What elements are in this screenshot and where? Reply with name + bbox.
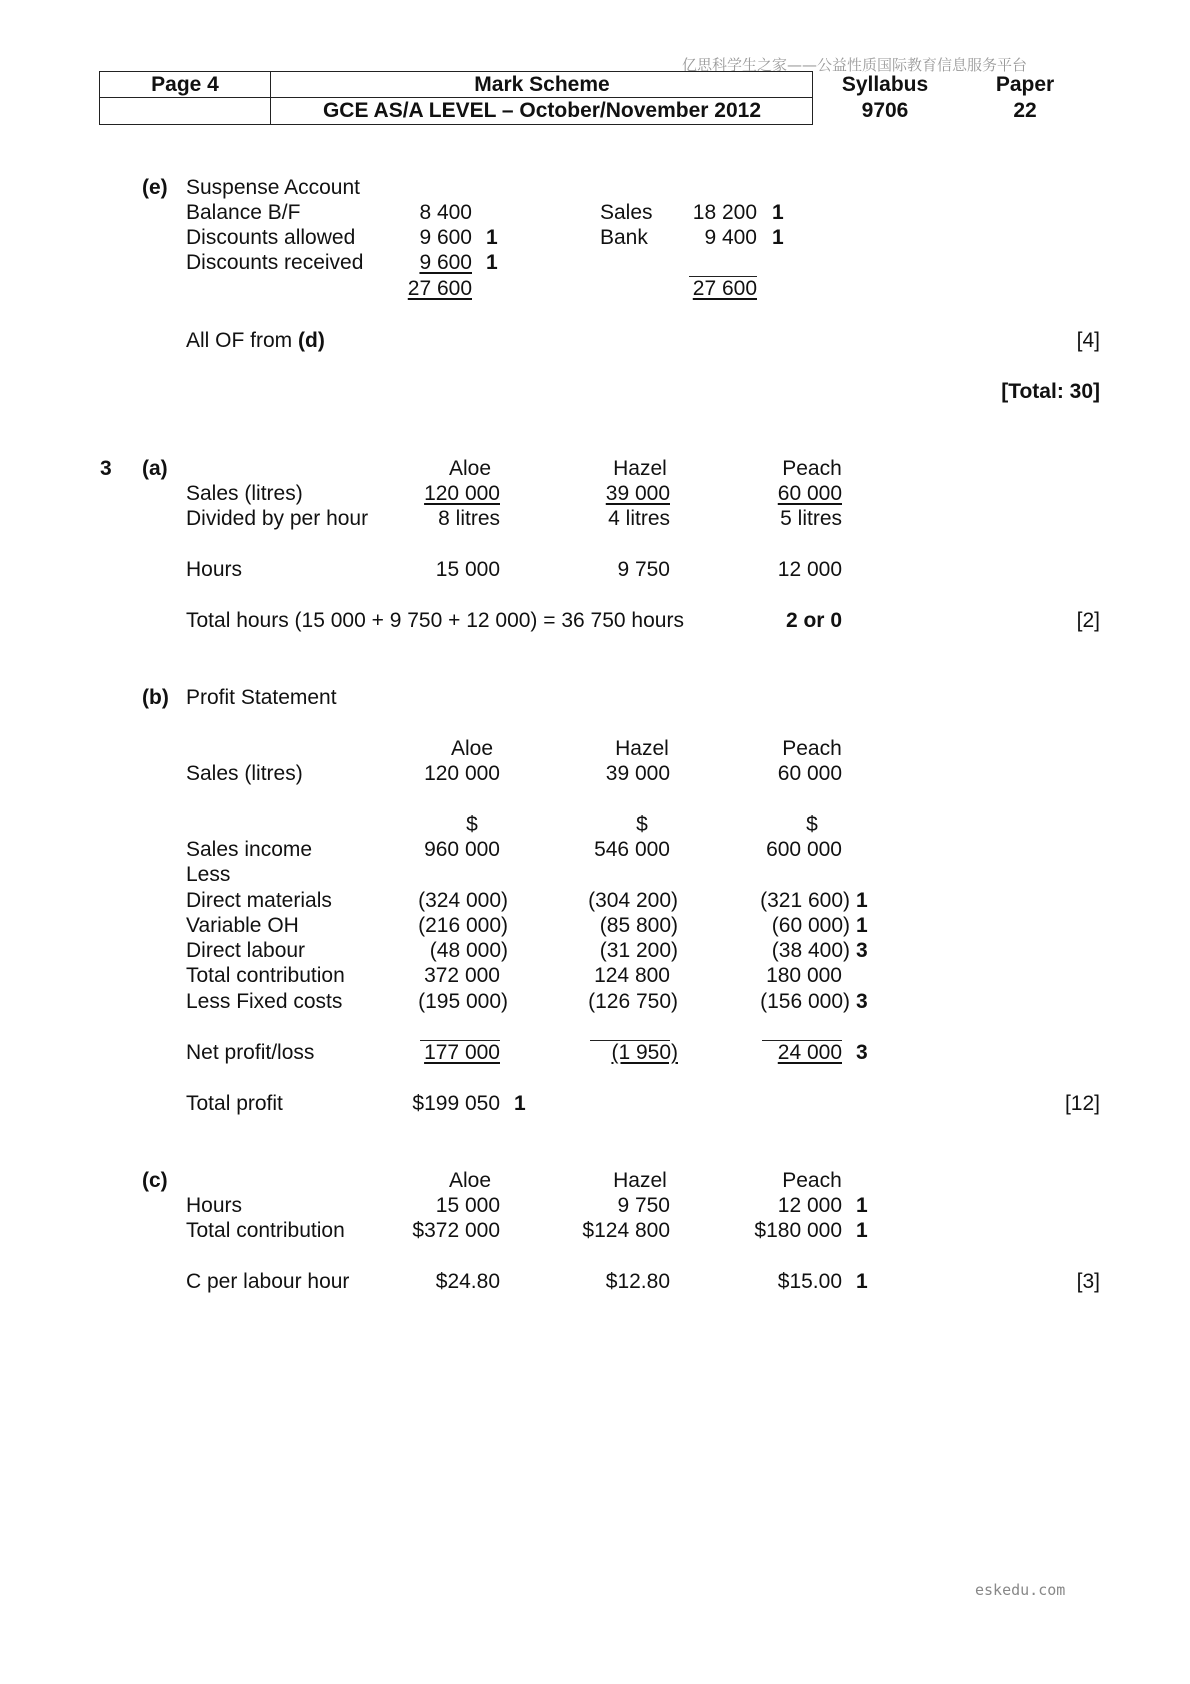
underlined-total: 27 600	[407, 277, 472, 300]
underlined-value: 9 600	[419, 251, 472, 274]
cell-value: 60 000	[777, 762, 842, 785]
mark: 1	[856, 1270, 868, 1293]
mark: 1	[772, 226, 784, 249]
column-header: Hazel	[615, 737, 669, 760]
marks-allocation: [2]	[1076, 609, 1100, 632]
cell-value: $372 000	[412, 1219, 500, 1242]
cell-value: (195 000)	[418, 990, 508, 1013]
cell-value: 4 litres	[608, 507, 670, 530]
cell-value: $180 000	[754, 1219, 842, 1242]
cell-value: (126 750)	[588, 990, 678, 1013]
paper-value: 22	[1013, 99, 1037, 122]
account-row-label: Sales	[600, 201, 653, 224]
column-header: Hazel	[613, 457, 667, 480]
mark: 1	[856, 1194, 868, 1217]
cell-value: (321 600)	[760, 889, 850, 912]
cell-value: 120 000	[424, 762, 500, 785]
cell-value: (31 200)	[599, 939, 678, 962]
cell-value	[550, 482, 670, 506]
page-subtitle: GCE AS/A LEVEL – October/November 2012	[322, 99, 762, 122]
column-header: Peach	[782, 1169, 842, 1192]
account-row-label: Balance B/F	[186, 201, 301, 224]
underlined-value: 24 000	[777, 1041, 842, 1064]
part-label: (a)	[142, 457, 168, 480]
row-label: Sales (litres)	[186, 762, 303, 785]
currency-label: $	[466, 813, 478, 836]
account-title: Suspense Account	[186, 176, 360, 199]
header-divider	[99, 97, 813, 98]
currency-label: $	[806, 813, 818, 836]
cell-value	[380, 482, 500, 506]
row-label: Net profit/loss	[186, 1041, 315, 1064]
mark: 1	[486, 251, 498, 274]
column-header: Aloe	[448, 1169, 492, 1192]
cell-value: 546 000	[594, 838, 670, 861]
row-label: Sales income	[186, 838, 313, 861]
mark: 3	[856, 1041, 868, 1064]
row-label: Less Fixed costs	[186, 990, 343, 1013]
page-number: Page 4	[151, 73, 219, 96]
account-row-label: Discounts allowed	[186, 226, 356, 249]
page-title: Mark Scheme	[474, 73, 610, 96]
row-label: Divided by per hour	[186, 507, 369, 530]
account-row-value: 8 400	[419, 201, 472, 224]
account-row-label: Discounts received	[186, 251, 364, 274]
cell-value: (38 400)	[771, 939, 850, 962]
account-row-value: 9 400	[704, 226, 757, 249]
row-label: Total contribution	[186, 964, 345, 987]
account-row-value: 18 200	[692, 201, 757, 224]
total-hours-text: Total hours (15 000 + 9 750 + 12 000) = 36 750 hours	[186, 609, 684, 632]
mark: 1	[856, 914, 868, 937]
cell-value: (304 200)	[588, 889, 678, 912]
part-label: (e)	[142, 176, 168, 199]
total-profit-value: $199 050	[412, 1092, 500, 1115]
row-label: Hours	[186, 558, 243, 581]
syllabus-label: Syllabus	[841, 73, 929, 96]
cell-value: (60 000)	[771, 914, 850, 937]
marks-allocation: [3]	[1076, 1270, 1100, 1293]
underlined-value: 60 000	[777, 482, 842, 505]
mark: 1	[856, 889, 868, 912]
cell-value: 15 000	[435, 558, 500, 581]
cell-value: 15 000	[435, 1194, 500, 1217]
cell-value: (48 000)	[429, 939, 508, 962]
account-total	[372, 277, 472, 301]
currency-label: $	[636, 813, 648, 836]
note-text: All OF from	[186, 329, 299, 352]
note	[186, 329, 325, 353]
row-label: Variable OH	[186, 914, 299, 937]
cell-value: (85 800)	[599, 914, 678, 937]
underlined-value: 177 000	[424, 1041, 500, 1064]
account-row-value	[372, 251, 472, 275]
column-header: Aloe	[448, 457, 492, 480]
cell-value: (156 000)	[760, 990, 850, 1013]
cell-value: $15.00	[777, 1270, 842, 1293]
part-label: (c)	[142, 1169, 168, 1192]
footer-site: eskedu.com	[975, 1581, 1066, 1599]
column-header: Aloe	[450, 737, 494, 760]
account-row-value: 9 600	[419, 226, 472, 249]
watermark-text: 亿思科学生之家——公益性质国际教育信息服务平台	[682, 56, 1028, 74]
underlined-value: 39 000	[605, 482, 670, 505]
total-marks: [Total: 30]	[1001, 380, 1100, 403]
cell-value: (324 000)	[418, 889, 508, 912]
net-value	[380, 1041, 500, 1065]
note-ref: (d)	[298, 329, 325, 352]
row-label: Direct materials	[186, 889, 332, 912]
net-value	[550, 1041, 678, 1065]
account-total	[657, 277, 757, 301]
column-header: Hazel	[613, 1169, 667, 1192]
row-label: Less	[186, 863, 231, 886]
net-value	[722, 1041, 842, 1065]
column-header: Peach	[782, 737, 842, 760]
row-label: Total profit	[186, 1092, 283, 1115]
mark: 1	[486, 226, 498, 249]
cell-value: 9 750	[617, 558, 670, 581]
row-label: C per labour hour	[186, 1270, 350, 1293]
mark: 1	[856, 1219, 868, 1242]
row-label: Direct labour	[186, 939, 306, 962]
row-label: Sales (litres)	[186, 482, 303, 505]
mark: 2 or 0	[785, 609, 842, 632]
cell-value: 8 litres	[438, 507, 500, 530]
account-row-label: Bank	[600, 226, 648, 249]
cell-value: $124 800	[582, 1219, 670, 1242]
column-header: Peach	[782, 457, 842, 480]
cell-value: (216 000)	[418, 914, 508, 937]
underlined-value: (1 950)	[611, 1041, 678, 1064]
cell-value: 600 000	[766, 838, 842, 861]
cell-value	[722, 482, 842, 506]
cell-value: $24.80	[435, 1270, 500, 1293]
mark: 3	[856, 990, 868, 1013]
underlined-total: 27 600	[692, 277, 757, 300]
cell-value: 124 800	[594, 964, 670, 987]
cell-value: $12.80	[605, 1270, 670, 1293]
statement-title: Profit Statement	[186, 686, 337, 709]
cell-value: 372 000	[424, 964, 500, 987]
mark: 1	[514, 1092, 526, 1115]
cell-value: 9 750	[617, 1194, 670, 1217]
cell-value: 5 litres	[780, 507, 842, 530]
row-label: Hours	[186, 1194, 243, 1217]
paper-label: Paper	[995, 73, 1055, 96]
marks-allocation: [4]	[1076, 329, 1100, 352]
question-number: 3	[100, 457, 112, 480]
underlined-value: 120 000	[424, 482, 500, 505]
syllabus-value: 9706	[861, 99, 909, 122]
marks-allocation: [12]	[1064, 1092, 1100, 1115]
mark: 1	[772, 201, 784, 224]
mark: 3	[856, 939, 868, 962]
cell-value: 180 000	[766, 964, 842, 987]
cell-value: 12 000	[777, 558, 842, 581]
row-label: Total contribution	[186, 1219, 345, 1242]
part-label: (b)	[142, 686, 169, 709]
cell-value: 12 000	[777, 1194, 842, 1217]
cell-value: 39 000	[605, 762, 670, 785]
cell-value: 960 000	[424, 838, 500, 861]
